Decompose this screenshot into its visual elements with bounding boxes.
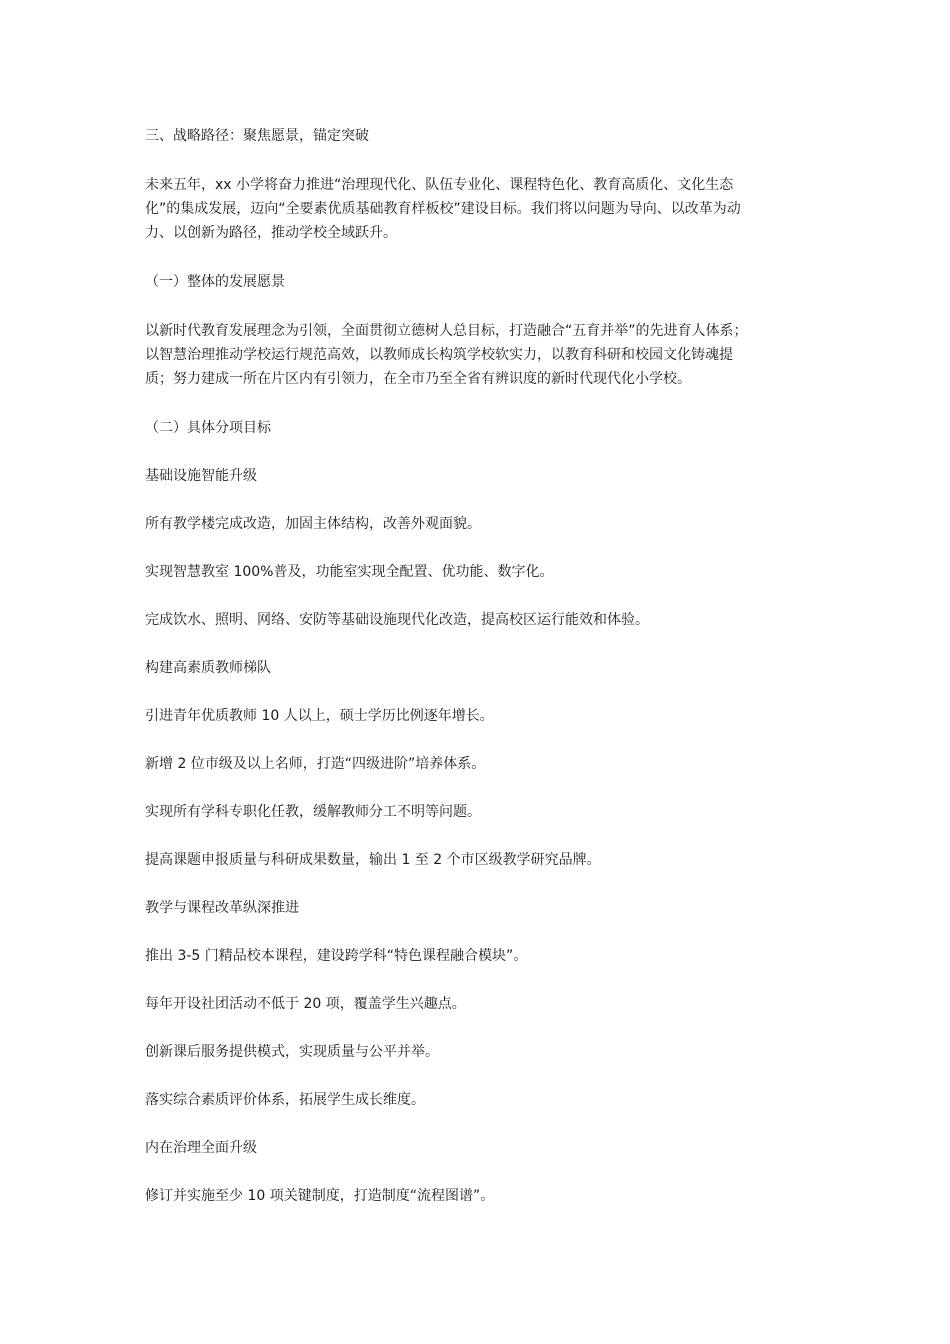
goal-item: 实现智慧教室 100%普及，功能室实现全配置、优功能、数字化。: [145, 564, 554, 580]
vision-line-1: 以新时代教育发展理念为引领，全面贯彻立德树人总目标，打造融合“五育并举”的先进育人体系；: [145, 323, 748, 339]
vision-line-3: 质；努力建成一所在片区内有引领力，在全市乃至全省有辨识度的新时代现代化小学校。: [145, 371, 691, 387]
intro-paragraph: [145, 173, 810, 245]
goal-title-governance: 内在治理全面升级: [145, 1140, 257, 1156]
intro-line-3: 力、以创新为路径，推动学校全域跃升。: [145, 225, 397, 241]
goal-item: 实现所有学科专职化任教，缓解教师分工不明等问题。: [145, 804, 481, 820]
goal-title-infra: 基础设施智能升级: [145, 468, 257, 484]
vision-paragraph: [145, 319, 810, 391]
goal-title-curriculum: 教学与课程改革纵深推进: [145, 900, 299, 916]
goal-item: 提高课题申报质量与科研成果数量，输出 1 至 2 个市区级教学研究品牌。: [145, 852, 601, 868]
goal-item: 所有教学楼完成改造，加固主体结构，改善外观面貌。: [145, 516, 481, 532]
goal-title-teachers: 构建高素质教师梯队: [145, 660, 271, 676]
section-heading-strategy: 三、战略路径：聚焦愿景，锚定突破: [145, 128, 369, 144]
goal-item: 引进青年优质教师 10 人以上，硕士学历比例逐年增长。: [145, 708, 494, 724]
goal-item: 修订并实施至少 10 项关键制度，打造制度“流程图谱”。: [145, 1188, 495, 1204]
intro-line-2: 化”的集成发展，迈向“全要素优质基础教育样板校”建设目标。我们将以问题为导向、以改革为动: [145, 201, 741, 217]
goal-item: 创新课后服务提供模式，实现质量与公平并举。: [145, 1044, 439, 1060]
goal-item: 新增 2 位市级及以上名师，打造“四级进阶”培养体系。: [145, 756, 486, 772]
subsection-title-vision: （一）整体的发展愿景: [145, 274, 285, 290]
subsection-title-goals: （二）具体分项目标: [145, 420, 271, 436]
intro-line-1: 未来五年，xx 小学将奋力推进“治理现代化、队伍专业化、课程特色化、教育高质化、文化生态: [145, 177, 734, 193]
goal-item: 落实综合素质评价体系，拓展学生成长维度。: [145, 1092, 425, 1108]
goal-item: 完成饮水、照明、网络、安防等基础设施现代化改造，提高校区运行能效和体验。: [145, 612, 649, 628]
goal-item: 推出 3-5 门精品校本课程，建设跨学科“特色课程融合模块”。: [145, 948, 528, 964]
goal-item: 每年开设社团活动不低于 20 项，覆盖学生兴趣点。: [145, 996, 466, 1012]
vision-line-2: 以智慧治理推动学校运行规范高效，以教师成长构筑学校软实力，以教育科研和校园文化铸魂提: [145, 347, 733, 363]
